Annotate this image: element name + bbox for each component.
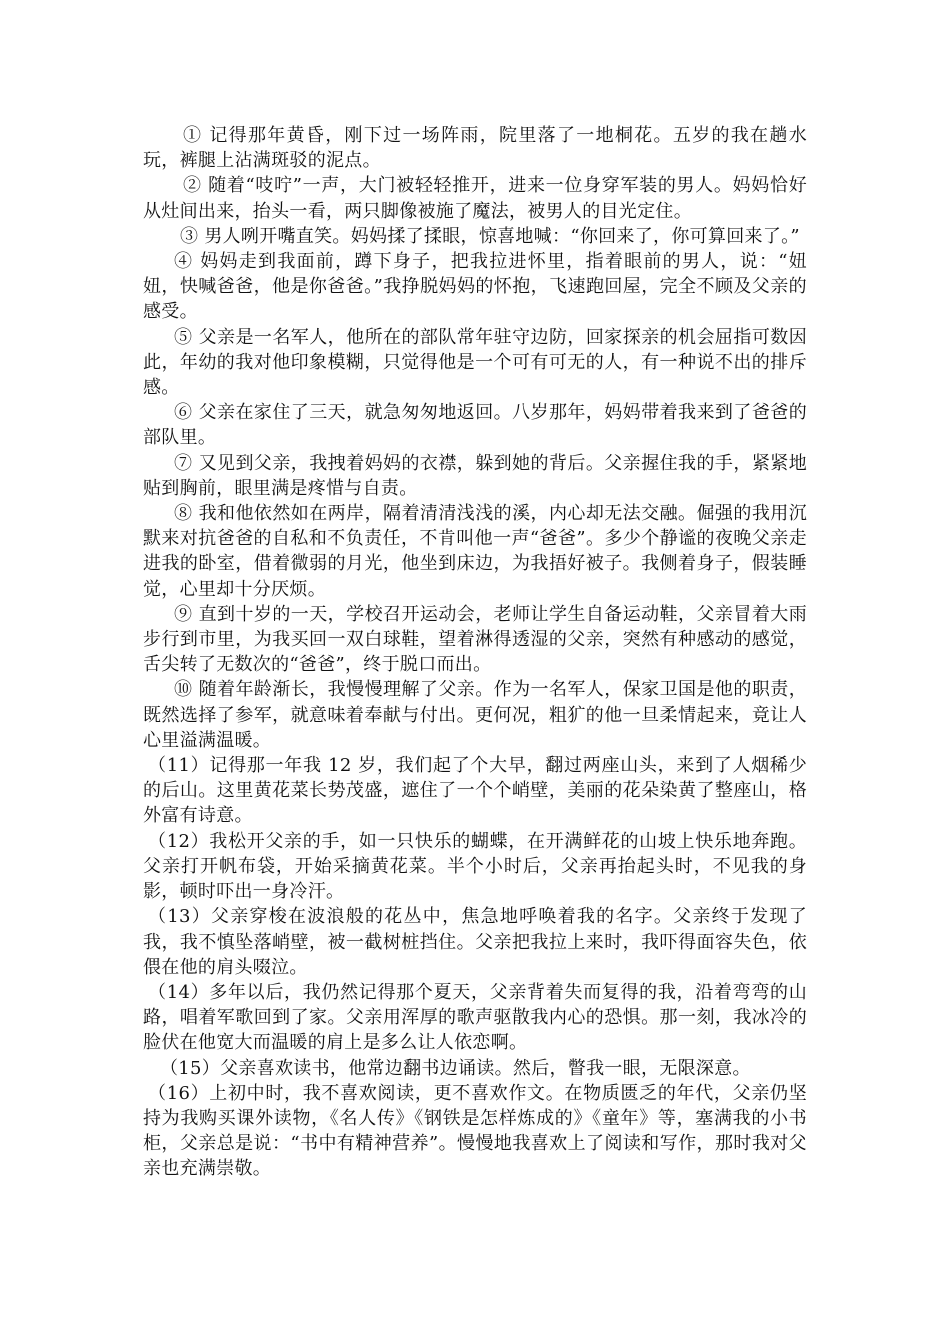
paragraph-6: ⑥ 父亲在家住了三天，就急匆匆地返回。八岁那年，妈妈带着我来到了爸爸的部队里。 <box>143 402 807 449</box>
paragraph-10: ⑩ 随着年龄渐长，我慢慢理解了父亲。作为一名军人，保家卫国是他的职责，既然选择了参军，就意味着奉献与付出。更何况，粗犷的他一旦柔情起来，竟让人心里溢满温暖。 <box>143 679 807 751</box>
paragraph-4: ④ 妈妈走到我面前，蹲下身子，把我拉进怀里，指着眼前的男人，说：“妞妞，快喊爸爸，他是你爸爸。”我挣脱妈妈的怀抱，飞速跑回屋，完全不顾及父亲的感受。 <box>143 251 807 323</box>
paragraph-12: （12）我松开父亲的手，如一只快乐的蝴蝶，在开满鲜花的山坡上快乐地奔跑。父亲打开帆布袋，开始采摘黄花菜。半个小时后，父亲再抬起头时，不见我的身影，顿时吓出一身冷汗。 <box>143 830 807 903</box>
paragraph-15: （15）父亲喜欢读书，他常边翻书边诵读。然后，瞥我一眼，无限深意。 <box>160 1057 751 1079</box>
paragraph-13: （13）父亲穿梭在波浪般的花丛中，焦急地呼唤着我的名字。父亲终于发现了我，我不慎坠落峭壁，被一截树桩挡住。父亲把我拉上来时，我吓得面容失色，依偎在他的肩头啜泣。 <box>143 906 807 978</box>
paragraph-14: （14）多年以后，我仍然记得那个夏天，父亲背着失而复得的我，沿着弯弯的山路，唱着军歌回到了家。父亲用浑厚的歌声驱散我内心的恐惧。那一刻，我冰冷的脸伏在他宽大而温暖的肩上是多么让人依恋啊。 <box>143 981 807 1054</box>
paragraph-9: ⑨ 直到十岁的一天，学校召开运动会，老师让学生自备运动鞋，父亲冒着大雨步行到市里，为我买回一双白球鞋，望着淋得透湿的父亲，突然有种感动的感觉，舌尖转了无数次的“爸爸”，终于脱口而出。 <box>143 603 807 676</box>
document-body <box>143 123 807 1182</box>
paragraph-16: （16）上初中时，我不喜欢阅读，更不喜欢作文。在物质匮乏的年代，父亲仍坚持为我购买课外读物，《名人传》《钢铁是怎样炼成的》《童年》等，塞满我的小书柜，父亲总是说：“书中有精神营养”。慢慢地我喜欢上了阅读和写作，那时我对父亲也充满崇敬。 <box>143 1082 807 1180</box>
paragraph-7: ⑦ 又见到父亲，我拽着妈妈的衣襟，躲到她的背后。父亲握住我的手，紧紧地贴到胸前，眼里满是疼惜与自责。 <box>143 452 807 499</box>
paragraph-8: ⑧ 我和他依然如在两岸，隔着清清浅浅的溪，内心却无法交融。倔强的我用沉默来对抗爸爸的自私和不负责任，不肯叫他一声“爸爸”。多少个静谧的夜晚父亲走进我的卧室，借着微弱的月光，他坐到床边，为我捂好被子。我侧着身子，假装睡觉，心里却十分厌烦。 <box>143 503 807 600</box>
paragraph-3: ③ 男人咧开嘴直笑。妈妈揉了揉眼，惊喜地喊：“你回来了，你可算回来了。” <box>180 225 800 247</box>
paragraph-1: ① 记得那年黄昏，刚下过一场阵雨，院里落了一地桐花。五岁的我在趟水玩，裤腿上沾满斑驳的泥点。 <box>143 125 807 172</box>
paragraph-5: ⑤ 父亲是一名军人，他所在的部队常年驻守边防，回家探亲的机会屈指可数因此，年幼的我对他印象模糊，只觉得他是一个可有可无的人，有一种说不出的排斥感。 <box>143 326 807 399</box>
paragraph-11: （11）记得那一年我 12 岁，我们起了个大早，翻过两座山头，来到了人烟稀少的后山。这里黄花菜长势茂盛，遮住了一个个峭壁，美丽的花朵染黄了整座山，格外富有诗意。 <box>143 755 807 827</box>
paragraph-2: ② 随着“吱咛”一声，大门被轻轻推开，进来一位身穿军装的男人。妈妈恰好从灶间出来，抬头一看，两只脚像被施了魔法，被男人的目光定住。 <box>143 175 807 222</box>
